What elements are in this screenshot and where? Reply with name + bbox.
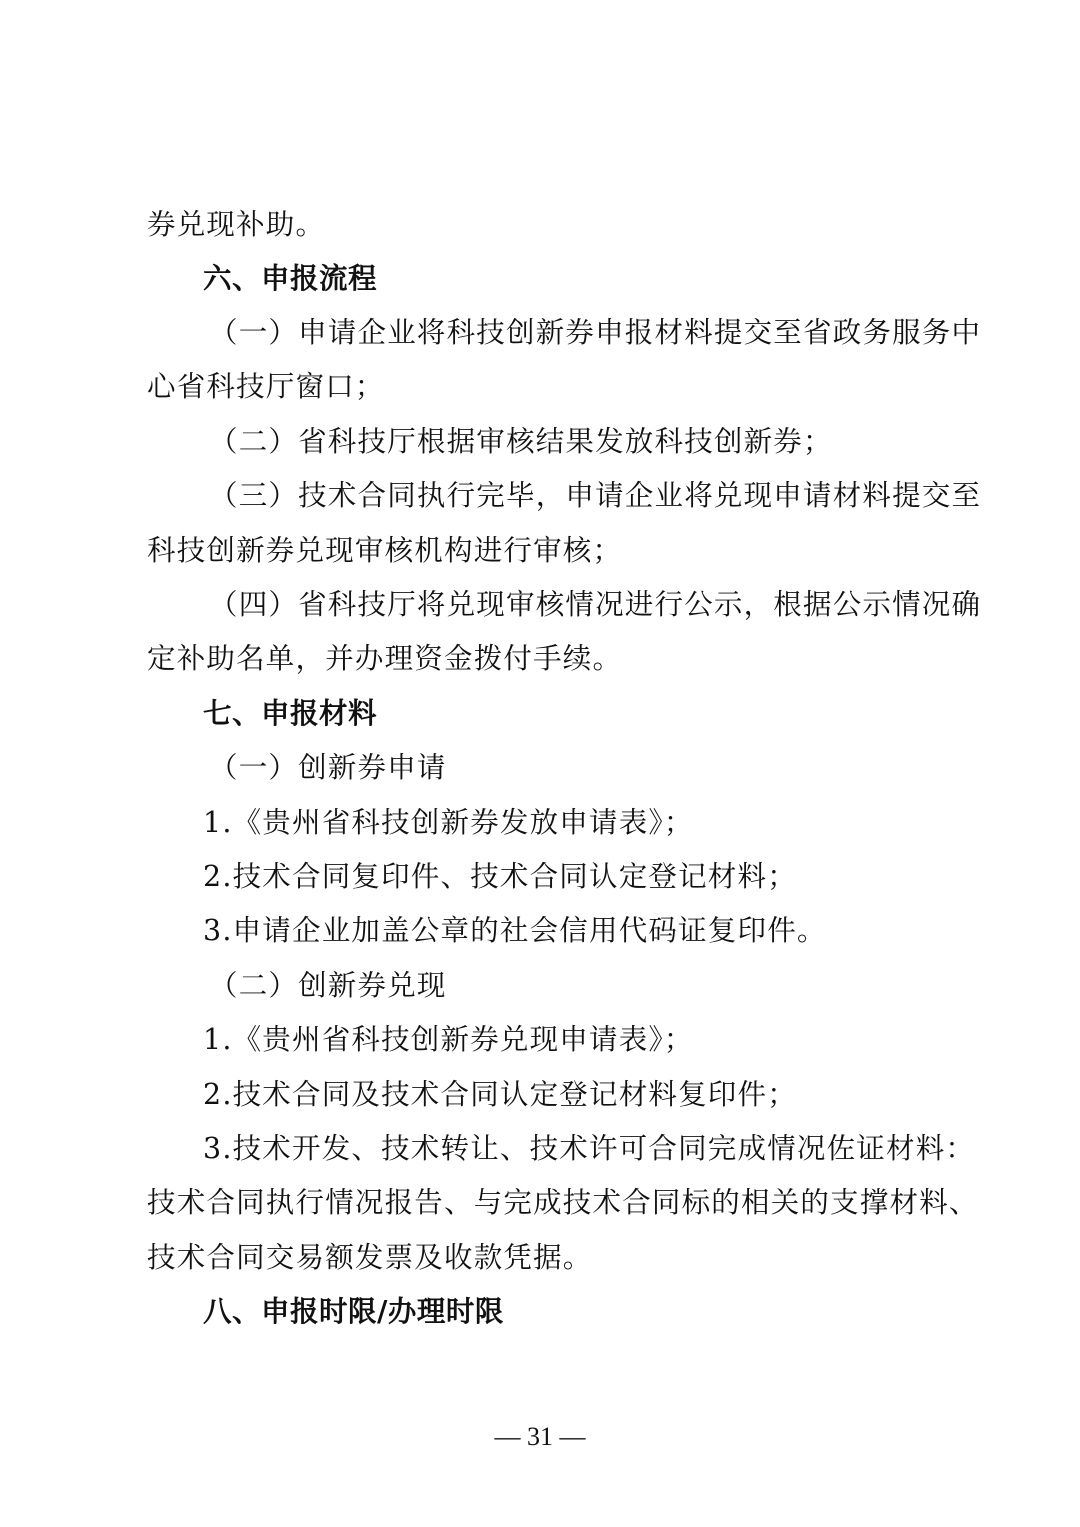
paragraph-line: （三）技术合同执行完毕，申请企业将兑现申请材料提交至 [209,479,982,512]
paragraph-line: 定补助名单，并办理资金拨付手续。 [147,642,623,675]
paragraph-line: 券兑现补助。 [147,208,326,241]
paragraph-line: （二）省科技厅根据审核结果发放科技创新券； [209,425,833,458]
section-heading-8: 八、申报时限/办理时限 [203,1295,504,1328]
page-number: — 31 — [494,1422,586,1451]
paragraph-line: 心省科技厅窗口； [147,370,385,403]
list-item: 2.技术合同复印件、技术合同认定登记材料； [203,860,797,893]
paragraph-line: 技术合同执行情况报告、与完成技术合同标的相关的支撑材料、 [147,1186,979,1219]
paragraph-line: 技术合同交易额发票及收款凭据。 [147,1241,593,1274]
list-item: 1.《贵州省科技创新券兑现申请表》； [203,1023,694,1056]
list-item: 2.技术合同及技术合同认定登记材料复印件； [203,1078,797,1111]
list-item: 3.申请企业加盖公章的社会信用代码证复印件。 [203,914,827,947]
list-item: 1.《贵州省科技创新券发放申请表》； [203,806,694,839]
list-item: 3.技术开发、技术转让、技术许可合同完成情况佐证材料： [203,1132,976,1165]
paragraph-line: （四）省科技厅将兑现审核情况进行公示，根据公示情况确 [209,588,982,621]
section-heading-7: 七、申报材料 [203,697,378,730]
section-heading-6: 六、申报流程 [203,262,378,295]
paragraph-line: （一）申请企业将科技创新券申报材料提交至省政务服务中 [209,316,982,349]
subsection-heading: （二）创新券兑现 [209,969,447,1002]
paragraph-line: 科技创新券兑现审核机构进行审核； [147,534,623,567]
subsection-heading: （一）创新券申请 [209,751,447,784]
